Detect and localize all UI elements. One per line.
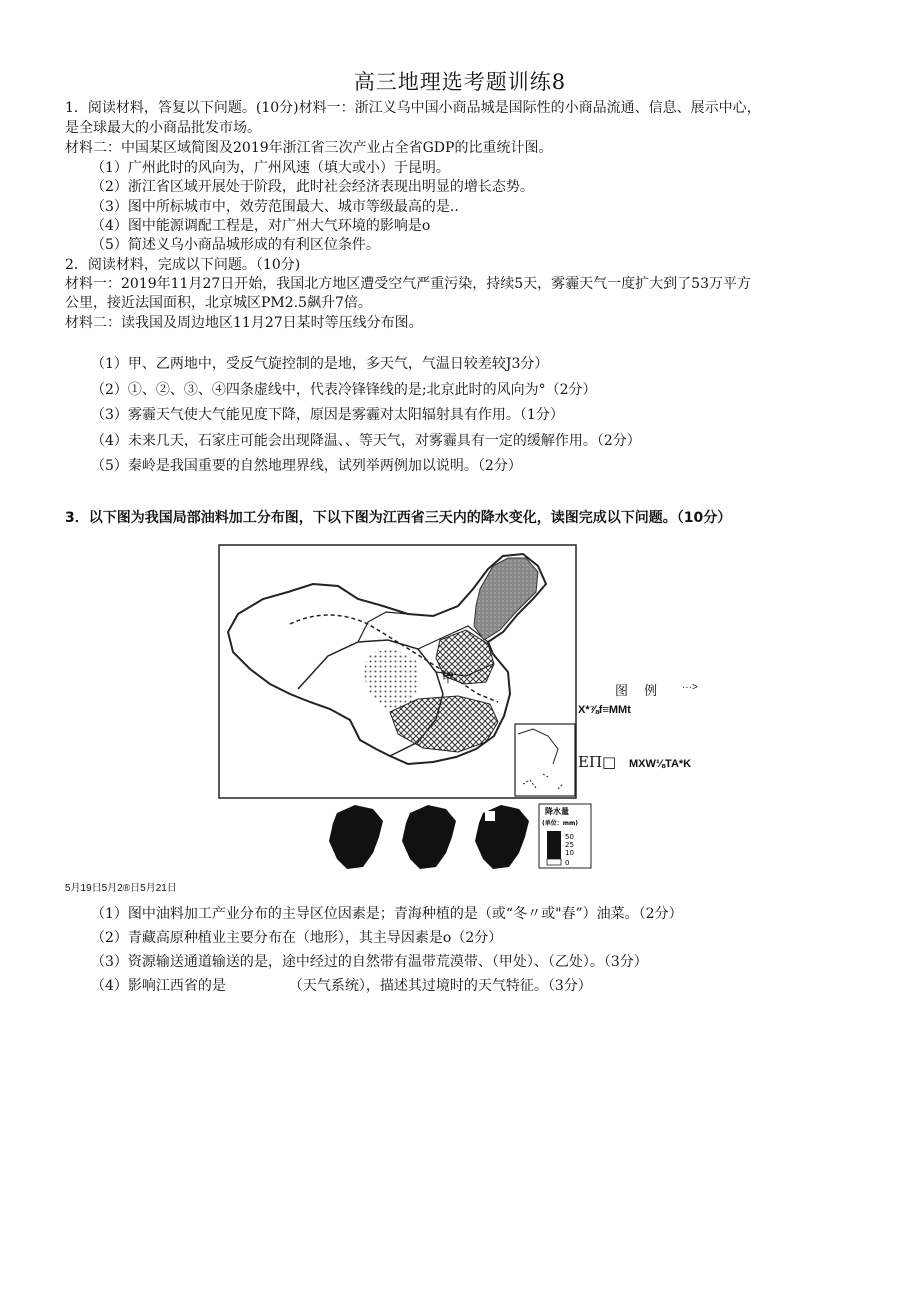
legend-title: 图 例 [615, 684, 664, 699]
rain-scale-label: 25 [565, 841, 574, 849]
page-title: 高三地理选考题训练8 [353, 70, 567, 94]
q1-line2: 是全球最大的小商品批发市场。 [65, 120, 261, 136]
q1-item-1: （1）广州此时的风向为，广州风速（填大或小）于昆明。 [91, 160, 450, 176]
q2-heading: 2．阅读材料，完成以下问题。（10分) [65, 257, 301, 273]
q3-item-2: （2）青藏高原种植业主要分布在（地形），其主导因素是o（2分） [91, 930, 503, 946]
precip-dates: 5月19日5月2®日5月21日 [65, 883, 177, 894]
rain-scale-zero [547, 859, 561, 865]
rain-legend-title: 降水量 [545, 807, 569, 816]
rain-scale-bar [547, 831, 561, 859]
map-marker-jia: 甲 [442, 671, 455, 685]
q2-item-5: （5）秦岭是我国重要的自然地理界线，试列举两例加以说明。（2分） [91, 458, 522, 474]
q1-item-4: （4）图中能源调配工程是，对广州大气环境的影响是o [91, 218, 431, 234]
q2-item-1: （1）甲、乙两地中，受反气旋控制的是地，多天气，气温日较差较J3分） [91, 356, 549, 372]
q2-material1: 材料一：2019年11月27日开始，我国北方地区遭受空气严重污染，持续5天，雾霾天气一度扩大到了53万平方 [65, 276, 751, 292]
rain-scale-label: 10 [565, 849, 574, 857]
q2-item-4: （4）未来几天，石家庄可能会出现降温、、等天气，对雾霾具有一定的缓解作用。（2分） [91, 433, 641, 449]
q3-heading: 3．以下图为我国局部油料加工分布图，下以下图为江西省三天内的降水变化，读图完成以下问题。（10分） [65, 510, 732, 526]
rain-legend-unit: (单位：mm) [542, 820, 578, 827]
rain-scale-label: 0 [565, 859, 570, 867]
q2-item-3: （3）雾霾天气使大气能见度下降，原因是雾霾对太阳辐射具有作用。（1分） [91, 407, 564, 423]
q1-item-2: （2）浙江省区域开展处于阶段，此时社会经济表现出明显的增长态势。 [91, 179, 534, 195]
q1-line1: 1．阅读材料，答复以下问题。(10分)材料一：浙江义乌中国小商品城是国际性的小商品流通、信息、展示中心， [65, 100, 761, 116]
jiangxi-map-day1 [329, 805, 383, 869]
precipitation-maps [325, 803, 595, 873]
q2-item-2: （2）①、②、③、④四条虚线中，代表冷锋锋线的是;北京此时的风向为°（2分） [91, 382, 597, 398]
legend-arrow: ···> [682, 682, 698, 693]
q3-item-3: （3）资源输送通道输送的是，途中经过的自然带有温带荒漠带、（甲处）、（乙处）。（3分） [91, 954, 648, 970]
rain-scale-label: 50 [565, 833, 574, 841]
q3-item-1: （1）图中油料加工产业分布的主导区位因素是；青海种植的是（或“冬〃或"春”）油菜。（2分） [91, 906, 683, 922]
q2-material1-cont: 公里，接近法国面积，北京城区PM2.5飙升7倍。 [65, 295, 372, 311]
jiangxi-map-day2 [402, 805, 456, 869]
q2-material2: 材料二：读我国及周边地区11月27日某时等压线分布图。 [65, 315, 423, 331]
oil-processing-map [218, 544, 580, 800]
legend-item-3-label: MXW⅛TA*K [629, 758, 692, 770]
jiangxi-map-day3-gap [485, 811, 495, 821]
q1-item-3: （3）图中所标城市中，效劳范围最大、城市等级最高的是.. [91, 199, 459, 215]
q1-item-5: （5）简述义乌小商品城形成的有利区位条件。 [91, 237, 380, 253]
q1-material2: 材料二：中国某区域简图及2019年浙江省三次产业占全省GDP的比重统计图。 [65, 140, 553, 156]
q3-item-4: （4）影响江西省的是 （天气系统），描述其过境时的天气特征。（3分） [91, 978, 592, 994]
legend-item-3-symbol: EΠ□ [578, 753, 617, 771]
jiangxi-map-day3 [475, 805, 529, 869]
legend-item-2: X*⅞f≡MMt [578, 704, 631, 716]
